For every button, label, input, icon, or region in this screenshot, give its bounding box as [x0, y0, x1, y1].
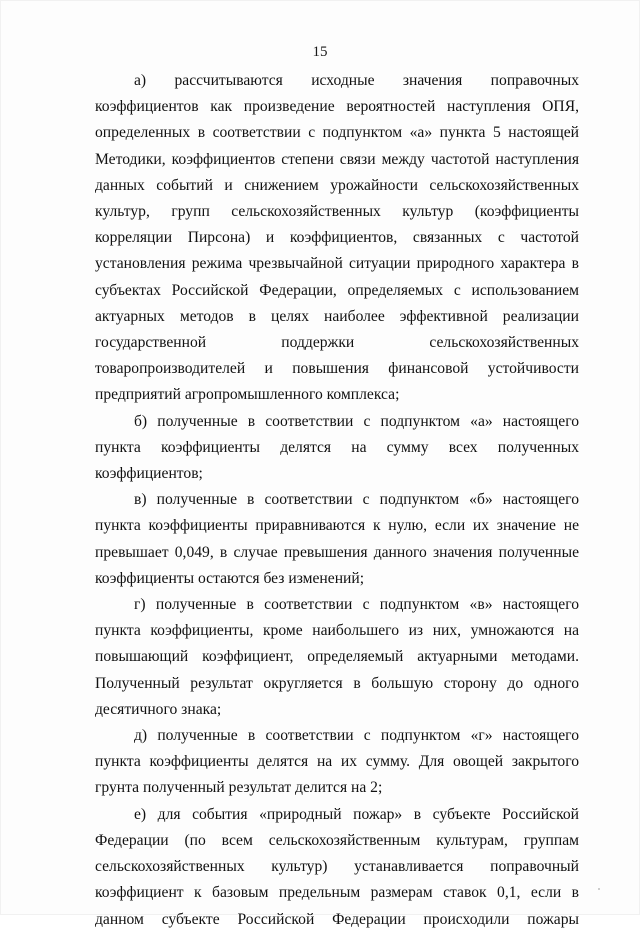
document-body [95, 68, 579, 933]
page-number: 15 [312, 44, 328, 60]
paragraph-b: б) полученные в соответствии с подпунктом «а» настоящего пункта коэффициенты делятся на сумму всех полученных коэффициентов; [95, 412, 579, 483]
paragraph-d: д) полученные в соответствии с подпунктом «г» настоящего пункта коэффициенты делятся на их сумму. Для овощей закрытого грунта полученный результат делится на 2; [95, 727, 579, 797]
paragraph-v: в) полученные в соответствии с подпунктом «б» настоящего пункта коэффициенты приравниваются к нулю, если их значение не превышает 0,049, в случае превышения данного значения полученные коэффициенты остаются без изменений; [95, 491, 579, 587]
paragraph-e: е) для события «природный пожар» в субъекте Российской Федерации (по всем сельскохозяйственным культурам, группам сельскохозяйственных культур) устанавливается поправочный коэффициент к базовым предельным размерам ставок 0,1, если в данном субъекте Российской Федерации происходили пожары [95, 805, 579, 928]
scan-speck [598, 888, 600, 890]
paragraph-g: г) полученные в соответствии с подпунктом «в» настоящего пункта коэффициенты, кроме наибольшего из них, умножаются на повышающий коэффициент, определяемый актуарными методами. Полученный результат округляется в большую сторону до одного десятичного знака; [95, 596, 579, 718]
paragraph-a: а) рассчитываются исходные значения поправочных коэффициентов как произведение вероятностей наступления ОПЯ, определенных в соответствии с подпунктом «а» пункта 5 настоящей Методики, коэффициентов степени связи между частотой наступления данных событий и снижением урожайности сельскохозяйственных культур, групп сельскохозяйственных культур (коэффициенты корреляции Пирсона) и коэффициентов, связанных с частотой установления режима чрезвычайной ситуации природного характера в субъектах Российской Федерации, определяемых с использованием актуарных методов в целях наиболее эффективной реализации государственной поддержки сельскохозяйственных товаропроизводителей и повышения финансовой устойчивости предприятий агропромышленного комплекса; [95, 72, 579, 404]
